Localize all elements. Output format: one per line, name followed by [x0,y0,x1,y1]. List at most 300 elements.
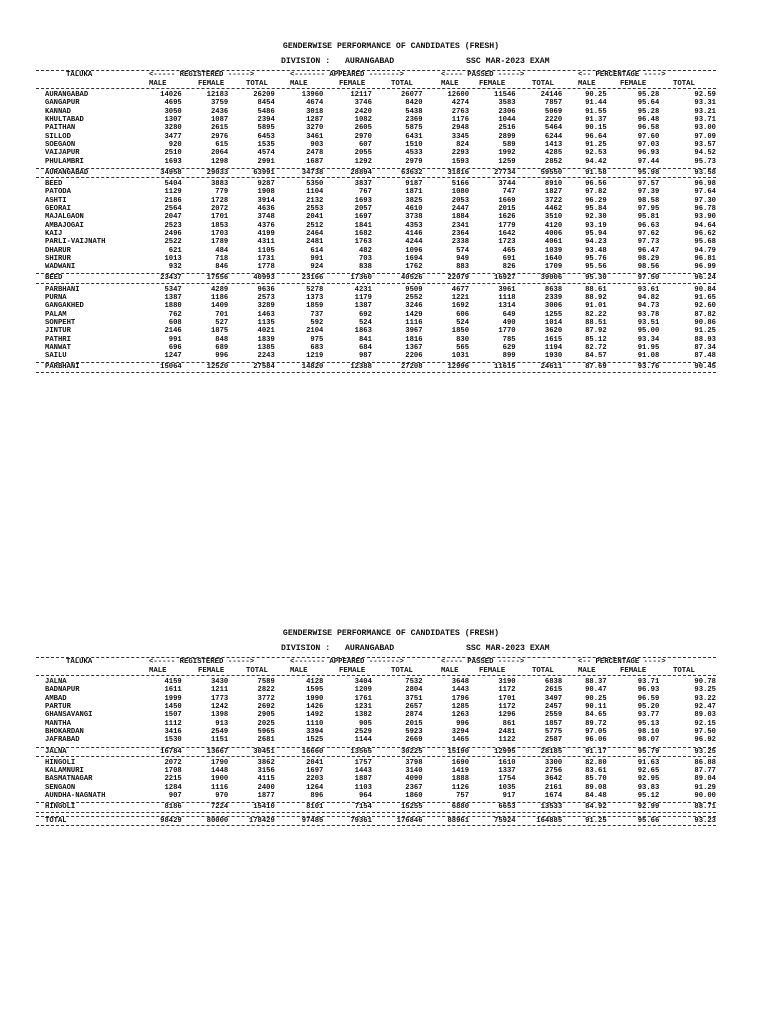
table-cell: 1789 [210,238,229,247]
table-cell: 1443 [451,686,470,695]
table-cell: 917 [502,792,516,801]
table-cell: 96.47 [637,246,660,255]
table-cell: 16784 [160,747,182,756]
table-cell: 1465 [451,736,470,745]
table-cell: 95.66 [637,816,660,825]
table-cell: 4090 [405,775,423,784]
table-cell: 465 [502,246,516,255]
division-label: DIVISION : [281,57,331,66]
table-cell: 3270 [306,124,324,133]
col-percentage-group: <-- PERCENTAGE ----> [578,71,666,79]
col-female: FEMALE [339,79,366,88]
table-cell: 95.12 [637,792,660,801]
table-cell: 779 [215,188,229,197]
taluka-name: HINGOLI [45,758,76,767]
taluka-name: WADWANI [45,263,76,272]
table-cell: 996 [215,352,229,361]
table-cell: 92.53 [585,149,607,158]
table-cell: 91.08 [637,352,660,361]
table-cell: 23166 [301,274,324,283]
table-cell: 91.95 [637,343,660,352]
report-subtitle [36,641,716,657]
table-cell: 692 [358,310,372,319]
table-cell: 2564 [164,205,182,214]
table-cell: 1285 [451,703,470,712]
table-cell: 1492 [306,711,324,720]
table-cell: 2970 [354,132,372,141]
table-cell: 4533 [405,149,423,158]
table-cell: 90.25 [585,694,607,703]
table-cell: 1039 [544,246,563,255]
table-cell: 1112 [164,719,182,728]
table-cell: 2605 [354,124,372,133]
table-cell: 1827 [544,188,563,197]
table-cell: 1875 [210,327,229,336]
table-cell: 92.15 [694,719,716,728]
table-cell: 2852 [544,157,563,166]
table-cell: 96.92 [694,736,716,745]
table-cell: 737 [310,310,324,319]
table-cell: 1687 [306,157,324,166]
table-cell: 2206 [405,352,423,361]
table-cell: 1337 [498,767,516,776]
table-cell: 1035 [498,783,516,792]
table-cell: 95.56 [585,263,607,272]
table-cell: 91.65 [694,294,716,303]
table-cell: 59550 [540,168,563,177]
table-cell: 3156 [257,767,275,776]
table-cell: 1292 [354,157,372,166]
table-cell: 3018 [306,107,324,116]
table-cell: 28185 [540,747,563,756]
table-cell: 2587 [544,736,563,745]
table-cell: 1087 [210,116,229,125]
taluka-name: BHOKARDAN [45,727,84,736]
table-cell: 7224 [210,803,229,812]
table-cell: 1104 [306,188,324,197]
table-row [36,311,716,319]
col-percentage-group: <-- PERCENTAGE ----> [578,658,666,666]
table-cell: 691 [502,254,516,263]
table-cell: 1398 [210,711,229,720]
table-cell: 4574 [257,149,275,158]
taluka-name: PATHRI [45,335,71,344]
table-cell: 4159 [164,678,182,687]
table-cell: 91.63 [637,758,660,767]
total-row [36,363,716,371]
table-cell: 2220 [544,116,563,125]
table-cell: 629 [502,343,516,352]
table-cell: 3748 [257,213,275,222]
report-page-1 [36,40,716,373]
table-cell: 2615 [544,686,563,695]
table-cell: 89.03 [694,711,716,720]
table-cell: 1387 [164,294,182,303]
table-cell: 92.99 [637,803,660,812]
table-cell: 90.86 [694,318,716,327]
table-cell: 97.82 [585,188,607,197]
taluka-name: PURNA [45,294,67,303]
table-cell: 4695 [164,99,182,108]
column-group-header [36,71,716,80]
taluka-name: JALNA [45,678,67,687]
table-cell: 2072 [164,758,182,767]
table-cell: 97.95 [637,205,660,214]
table-row [36,286,716,294]
table-cell: 79361 [350,816,372,825]
table-cell: 1692 [451,302,470,311]
table-cell: 5438 [405,107,423,116]
table-cell: 649 [502,310,516,319]
table-cell: 1116 [210,783,229,792]
table-cell: 97.44 [637,157,660,166]
table-cell: 12183 [206,91,229,100]
table-cell: 846 [215,263,229,272]
table-cell: 2041 [306,758,324,767]
table-cell: 2367 [405,783,423,792]
table-cell: 93.78 [637,310,660,319]
table-cell: 1231 [354,703,372,712]
table-row [36,158,716,166]
table-row [36,728,716,736]
table-cell: 95.28 [637,91,660,100]
table-cell: 1888 [451,775,470,784]
table-cell: 7532 [405,678,423,687]
table-cell: 2552 [405,294,423,303]
table-cell: 1284 [164,783,182,792]
taluka-name: KAIJ [45,229,63,238]
table-cell: 11546 [494,91,516,100]
col-female: FEMALE [479,79,506,88]
table-cell: 93.31 [694,99,716,108]
table-cell: 1194 [544,343,563,352]
table-cell: 97.57 [637,180,660,189]
table-cell: 1530 [164,736,182,745]
col-total: TOTAL [246,79,268,88]
table-cell: 2447 [451,205,470,214]
table-cell: 34958 [160,168,182,177]
table-row [36,695,716,703]
table-cell: 87.34 [694,343,716,352]
table-cell: 905 [358,719,372,728]
table-cell: 1860 [405,792,423,801]
col-appeared-group: <------- APPEARED -------> [290,71,404,79]
table-cell: 2146 [164,327,182,336]
table-cell: 1770 [498,327,516,336]
table-cell: 96.64 [585,132,607,141]
table-row [36,294,716,302]
taluka-name: MANWAT [45,343,71,352]
taluka-name: DHARUR [45,246,71,255]
table-cell: 2338 [451,238,470,247]
table-cell: 991 [168,335,182,344]
table-cell: 96.63 [637,221,660,230]
table-cell: 95.30 [585,274,607,283]
table-cell: 93.57 [694,140,716,149]
table-cell: 3430 [210,678,229,687]
table-cell: 2510 [164,149,182,158]
table-row [36,222,716,230]
table-cell: 164885 [536,816,563,825]
table-cell: 1790 [210,758,229,767]
table-cell: 4244 [405,238,423,247]
table-cell: 1697 [354,213,372,222]
table-cell: 574 [456,246,470,255]
table-cell: 2481 [306,238,324,247]
table-cell: 996 [456,719,470,728]
table-cell: 6838 [544,678,563,687]
table-cell: 4353 [405,221,423,230]
taluka-name: PATODA [45,188,71,197]
table-cell: 1172 [498,686,516,695]
table-cell: 28894 [350,168,372,177]
taluka-name: KALAMNURI [45,767,84,776]
table-row [36,149,716,157]
table-cell: 524 [456,318,470,327]
table-cell: 2804 [405,686,423,695]
table-cell: 91.25 [585,140,607,149]
table-cell: 924 [310,263,324,272]
table-cell: 2615 [210,124,229,133]
table-cell: 991 [310,254,324,263]
col-total: TOTAL [673,666,695,675]
table-cell: 15064 [160,363,182,372]
table-cell: 2991 [257,157,275,166]
table-cell: 12520 [206,363,229,372]
table-cell: 1263 [451,711,470,720]
table-cell: 93.61 [637,285,660,294]
table-cell: 3190 [498,678,516,687]
table-cell: 3746 [354,99,372,108]
table-row [36,327,716,335]
table-cell: 1701 [498,694,516,703]
table-cell: 3914 [257,196,275,205]
table-cell: 80000 [206,816,229,825]
table-cell: 9187 [405,180,423,189]
table-cell: 1507 [164,711,182,720]
data-table [36,748,716,756]
taluka-name: AMBAJOGAI [45,221,84,230]
table-cell: 2339 [544,294,563,303]
table-cell: 84.48 [585,792,607,801]
table-cell: 97.05 [585,727,607,736]
table-cell: 93.25 [694,686,716,695]
table-cell: 903 [310,140,324,149]
table-cell: 1754 [498,775,516,784]
table-cell: 91.25 [694,327,716,336]
table-row [36,197,716,205]
report-page-2 [36,627,716,826]
table-cell: 3967 [405,327,423,336]
table-cell: 621 [168,246,182,255]
table-cell: 75924 [494,816,516,825]
table-cell: 96.98 [694,180,716,189]
table-cell: 1626 [498,213,516,222]
table-cell: 1877 [257,792,275,801]
table-cell: 3837 [354,180,372,189]
table-cell: 1642 [498,229,516,238]
table-cell: 93.76 [637,363,660,372]
table-cell: 757 [456,792,470,801]
table-cell: 3759 [210,99,229,108]
table-cell: 88.93 [694,335,716,344]
table-cell: 8638 [544,285,563,294]
table-cell: 97.62 [637,229,660,238]
table-cell: 97.30 [694,196,716,205]
table-cell: 85.12 [585,335,607,344]
data-table [36,169,716,177]
table-row [36,141,716,149]
table-cell: 1859 [306,302,324,311]
table-cell: 4274 [451,99,470,108]
table-cell: 2047 [164,213,182,222]
table-cell: 96.59 [637,694,660,703]
table-cell: 2692 [257,703,275,712]
table-cell: 89.72 [585,719,607,728]
table-cell: 2186 [164,196,182,205]
table-cell: 490 [502,318,516,327]
col-total: TOTAL [673,79,695,88]
table-cell: 1116 [405,318,423,327]
table-cell: 1853 [210,221,229,230]
table-cell: 84.92 [585,803,607,812]
table-cell: 15410 [253,803,275,812]
table-row [36,736,716,744]
table-cell: 5895 [257,124,275,133]
table-cell: 701 [215,310,229,319]
table-cell: 1992 [498,149,516,158]
col-registered-group: <----- REGISTERED -----> [149,71,255,79]
table-cell: 13565 [350,747,372,756]
district-total [36,169,716,177]
table-cell: 2874 [405,711,423,720]
taluka-name: AURANGABAD [45,168,89,177]
table-cell: 1999 [164,694,182,703]
table-cell: 592 [310,318,324,327]
table-cell: 178429 [248,816,275,825]
table-cell: 2457 [544,703,563,712]
table-cell: 3648 [451,678,470,687]
table-cell: 3738 [405,213,423,222]
table-cell: 1611 [164,686,182,695]
table-cell: 762 [168,310,182,319]
report-title: GENDERWISE PERFORMANCE OF CANDIDATES (FRESH) [282,42,500,51]
table-row [36,238,716,246]
table-cell: 1674 [544,792,563,801]
table-cell: 3583 [498,99,516,108]
taluka-name: BADNAPUR [45,686,80,695]
taluka-name: GHANSAVANGI [45,711,93,720]
table-cell: 718 [215,254,229,263]
table-cell: 90.11 [585,703,607,712]
table-cell: 90.15 [585,124,607,133]
table-cell: 24146 [540,91,563,100]
table-cell: 824 [456,140,470,149]
col-appeared-group: <------- APPEARED -------> [290,658,404,666]
table-cell: 93.58 [694,168,716,177]
table-cell: 93.71 [694,116,716,125]
table-cell: 1082 [354,116,372,125]
table-cell: 2104 [306,327,324,336]
col-taluka: TALUKA [66,658,93,666]
table-row [36,686,716,694]
table-cell: 6244 [544,132,563,141]
taluka-name: PHULAMBRI [45,157,84,166]
column-group-header [36,658,716,667]
table-cell: 1884 [451,213,470,222]
taluka-name: KANNAD [45,107,71,116]
table-cell: 3751 [405,694,423,703]
table-cell: 2905 [257,711,275,720]
table-cell: 84.65 [585,711,607,720]
table-cell: 97.50 [637,274,660,283]
total-row [36,803,716,811]
table-cell: 1144 [354,736,372,745]
taluka-name: SHIRUR [45,254,71,263]
table-cell: 98.07 [637,736,660,745]
col-total: TOTAL [391,79,413,88]
table-cell: 2057 [354,205,372,214]
table-cell: 1682 [354,229,372,238]
taluka-name: SAILU [45,352,67,361]
table-cell: 96.48 [637,116,660,125]
data-table [36,759,716,800]
table-cell: 484 [215,246,229,255]
table-cell: 4376 [257,221,275,230]
table-cell: 5404 [164,180,182,189]
table-cell: 1690 [451,758,470,767]
table-cell: 1080 [451,188,470,197]
table-cell: 3642 [544,775,563,784]
table-cell: 97.64 [694,188,716,197]
table-cell: 1448 [210,767,229,776]
table-cell: 1908 [257,188,275,197]
table-cell: 63632 [400,168,423,177]
table-cell: 2822 [257,686,275,695]
table-cell: 17556 [206,274,229,283]
col-male: MALE [290,79,308,88]
table-cell: 6453 [257,132,275,141]
table-cell: 3246 [405,302,423,311]
table-cell: 97.50 [694,727,716,736]
table-cell: 2481 [498,727,516,736]
table-cell: 1110 [306,719,324,728]
table-cell: 12995 [494,747,516,756]
district-block [36,757,716,802]
table-cell: 2559 [544,711,563,720]
table-cell: 2512 [306,221,324,230]
table-cell: 96.99 [694,263,716,272]
district-total [36,748,716,756]
table-cell: 4120 [544,221,563,230]
table-cell: 5464 [544,124,563,133]
table-cell: 4677 [451,285,470,294]
table-row [36,711,716,719]
table-cell: 90.00 [694,792,716,801]
table-cell: 683 [310,343,324,352]
taluka-name: GANGAKHED [45,302,84,311]
table-row [36,247,716,255]
table-cell: 1259 [498,157,516,166]
table-cell: 1708 [164,767,182,776]
division-label: DIVISION : [281,644,331,653]
table-cell: 2055 [354,149,372,158]
table-cell: 606 [456,310,470,319]
table-row [36,91,716,99]
table-cell: 96.62 [694,229,716,238]
table-cell: 5166 [451,180,470,189]
table-cell: 3722 [544,196,563,205]
